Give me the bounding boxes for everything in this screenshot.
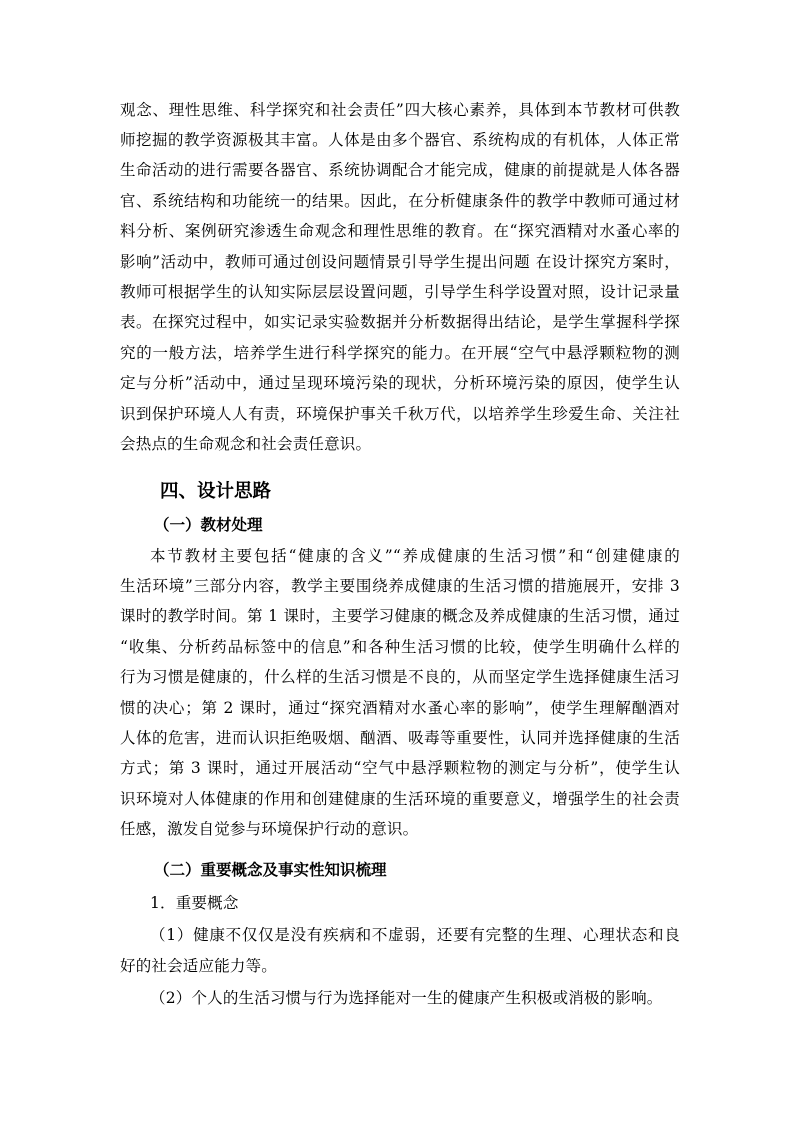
text-line: “收集、分析药品标签中的信息”和各种生活习惯的比较，使学生明确什么样的	[120, 638, 680, 656]
text-line: 官、系统结构和功能统一的结果。因此，在分析健康条件的教学中教师可通过材	[120, 192, 680, 210]
text-line: 生命活动的进行需要各器官、系统协调配合才能完成，健康的前提就是人体各器	[120, 161, 680, 179]
text-line: 定与分析”活动中，通过呈现环境污染的现状，分析环境污染的原因，使学生认	[120, 374, 680, 392]
text-line: 影响”活动中，教师可通过创设问题情景引导学生提出问题 在设计探究方案时，	[120, 253, 680, 271]
item-title-key-concepts: 1．重要概念	[150, 894, 239, 912]
text-line: 料分析、案例研究渗透生命观念和理性思维的教育。在“探究酒精对水蚤心率的	[120, 222, 680, 240]
text-line: 本节教材主要包括“健康的含义”“养成健康的生活习惯”和“创建健康的	[150, 547, 680, 565]
text-line: 生活环境”三部分内容，教学主要围绕养成健康的生活习惯的措施展开，安排 3	[120, 577, 680, 595]
text-line: 课时的教学时间。第 1 课时，主要学习健康的概念及养成健康的生活习惯，通过	[120, 607, 680, 625]
text-line: 行为习惯是健康的，什么样的生活习惯是不良的，从而坚定学生选择健康生活习	[120, 668, 680, 686]
text-line: 好的社会适应能力等。	[120, 957, 278, 975]
section-heading-design-approach: 四、设计思路	[160, 481, 272, 502]
text-line: 人体的危害，进而认识拒绝吸烟、酗酒、吸毒等重要性，认同并选择健康的生活	[120, 729, 680, 747]
text-line: 会热点的生命观念和社会责任意识。	[120, 435, 372, 453]
text-line: 识到保护环境人人有责，环境保护事关千秋万代，以培养学生珍爱生命、关注社	[120, 405, 680, 423]
text-line: 究的一般方法，培养学生进行科学探究的能力。在开展“空气中悬浮颗粒物的测	[120, 344, 680, 362]
text-line: 师挖掘的教学资源极其丰富。人体是由多个器官、系统构成的有机体，人体正常	[120, 131, 680, 149]
text-line: 任感，激发自觉参与环境保护行动的意识。	[120, 820, 419, 838]
text-line: 教师可根据学生的认知实际层层设置问题，引导学生科学设置对照，设计记录量	[120, 283, 680, 301]
text-line: 识环境对人体健康的作用和创建健康的生活环境的重要意义，增强学生的社会责	[120, 790, 680, 808]
subheading-key-concepts: （二）重要概念及事实性知识梳理	[154, 861, 387, 879]
subheading-textbook-handling: （一）教材处理	[154, 516, 263, 534]
text-line: 表。在探究过程中，如实记录实验数据并分析数据得出结论，是学生掌握科学探	[120, 313, 680, 331]
text-line: 惯的决心；第 2 课时，通过“探究酒精对水蚤心率的影响”，使学生理解酗酒对	[120, 699, 680, 717]
text-line: 方式；第 3 课时，通过开展活动“空气中悬浮颗粒物的测定与分析”，使学生认	[120, 759, 680, 777]
concept-2: （2）个人的生活习惯与行为选择能对一生的健康产生积极或消极的影响。	[150, 989, 663, 1007]
text-line: 观念、理性思维、科学探究和社会责任”四大核心素养，具体到本节教材可供教	[120, 101, 680, 119]
text-line: （1）健康不仅仅是没有疾病和不虚弱，还要有完整的生理、心理状态和良	[150, 926, 680, 944]
